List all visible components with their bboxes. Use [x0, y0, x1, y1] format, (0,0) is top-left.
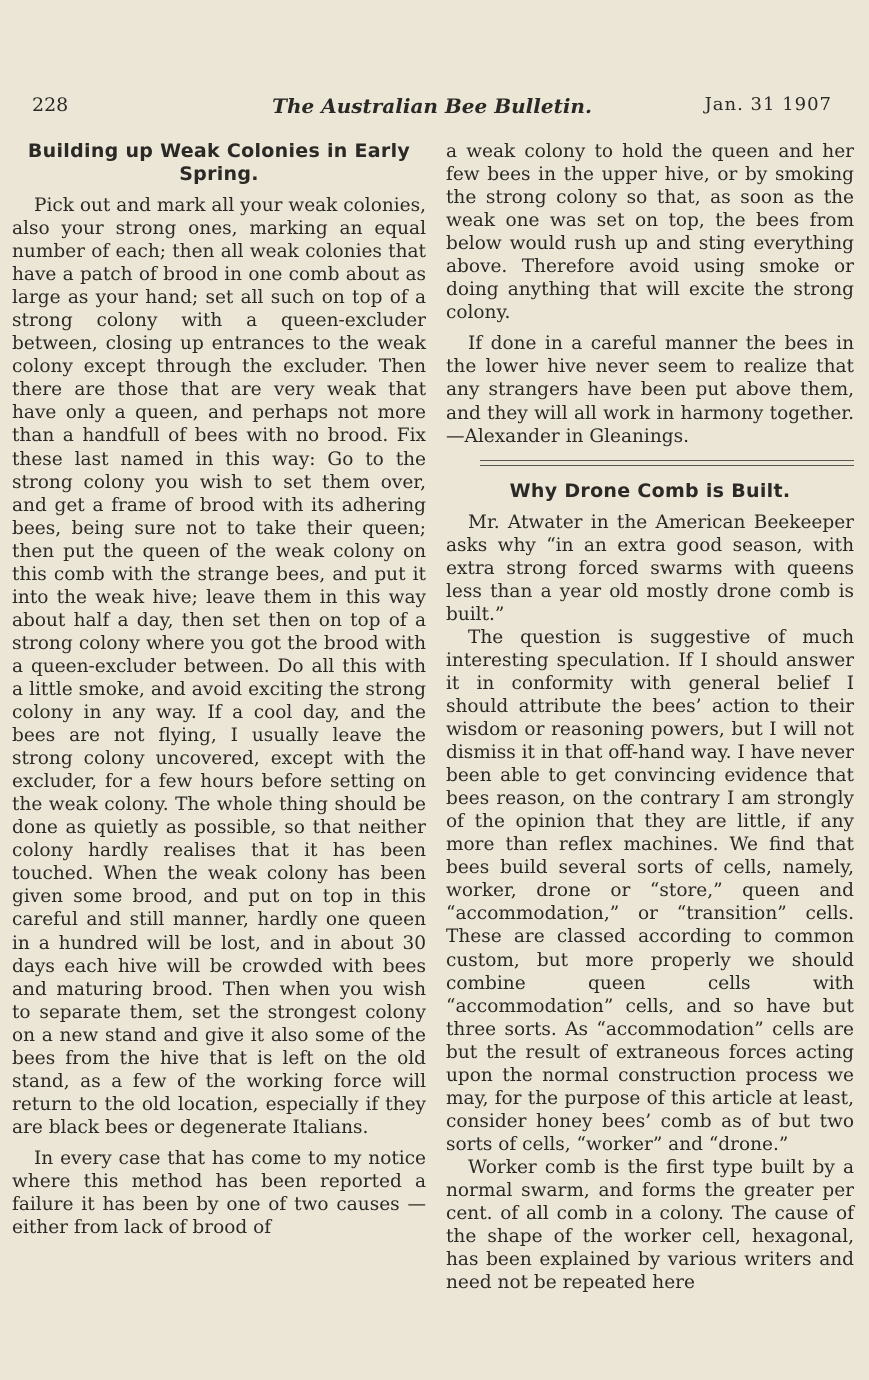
article-paragraph: The question is suggestive of much interesting speculation. If I should answer it in conformity with general belief I should attribute the bees’ action to their wisdom or reasoning powers, but I will not dismiss it in that off-hand way. I have never been able to get convincing evidence that bees reason, on the contrary I am strongly of the opinion that they are little, if any more than reflex machines. We find that bees build several sorts of cells, namely, worker, drone or “store,” queen and “accommodation,” or “transition” cells. These are classed according to common custom, but more properly we should combine queen cells with “accommodation” cells, and so have but three sorts. As “accommodation” cells are but the result of extraneous forces acting upon the normal construction process we may, for the purpose of this article at least, consider honey bees’ comb as of but two sorts of cells, “worker” and “drone.” [446, 626, 854, 1155]
page-number: 228 [32, 94, 69, 116]
page-header [32, 94, 832, 120]
article-heading-weak-colonies: Building up Weak Colonies in Early Spring. [27, 140, 411, 185]
article-paragraph: Worker comb is the first type built by a normal swarm, and forms the greater per cent. of all comb in a colony. The cause of the shape of the worker cell, hexagonal, has been explained by various writers and need not be repeated here [446, 1156, 854, 1294]
issue-date: Jan. 31 1907 [704, 94, 832, 115]
right-column [446, 140, 854, 1294]
article-paragraph: If done in a careful manner the bees in the lower hive never seem to realize that any strangers have been put above them, and they will all work in harmony together.—Alexander in Gleanings. [446, 333, 854, 447]
article-paragraph: a weak colony to hold the queen and her few bees in the upper hive, or by smoking the strong colony so that, as soon as the weak one was set on top, the bees from below would rush up and sting everything above. Therefore avoid using smoke or doing anything that will excite the strong colony. [446, 141, 854, 324]
journal-title: The Australian Bee Bulletin. [272, 94, 592, 118]
article-paragraph: Pick out and mark all your weak colonies, also your strong ones, marking an equal number of each; then all weak colonies that have a patch of brood in one comb about as large as your hand; set all such on top of a strong colony with a queen-excluder between, closing up entrances to the weak colony except through the excluder. Then there are those that are very weak that have only a queen, and perhaps not more than a handfull of bees with no brood. Fix these last named in this way: Go to the strong colony you wish to set them over, and get a frame of brood with its adhering bees, being sure not to take their queen; then put the queen of the weak colony on this comb with the strange bees, and put it into the weak hive; leave them in this way about half a day, then set then on top of a strong colony where you got the brood with a queen-excluder between. Do all this with a little smoke, and avoid exciting the strong colony in any way. If a cool day, and the bees are not flying, I usually leave the strong colony uncovered, except with the excluder, for a few hours before setting on the weak colony. The whole thing should be done as quietly as possible, so that neither colony hardly realises that it has been touched. When the weak colony has been given some brood, and put on top in this careful and still manner, hardly one queen in a hundred will be lost, and in about 30 days each hive will be crowded with bees and maturing brood. Then when you wish to separate them, set the strongest colony on a new stand and give it also some of the bees from the hive that is left on the old stand, as a few of the working force will return to the old location, especially if they are black bees or degenerate Italians. [12, 195, 426, 1138]
section-divider [480, 460, 854, 466]
left-column [12, 140, 426, 1239]
article-heading-drone-comb: Why Drone Comb is Built. [509, 479, 791, 502]
article-paragraph: In every case that has come to my notice where this method has been reported a failure it has been by one of two causes —either from lack of brood of [12, 1147, 426, 1239]
article-paragraph: Mr. Atwater in the American Beekeeper asks why “in an extra good season, with extra strong forced swarms with queens less than a year old mostly drone comb is built.” [446, 511, 854, 625]
